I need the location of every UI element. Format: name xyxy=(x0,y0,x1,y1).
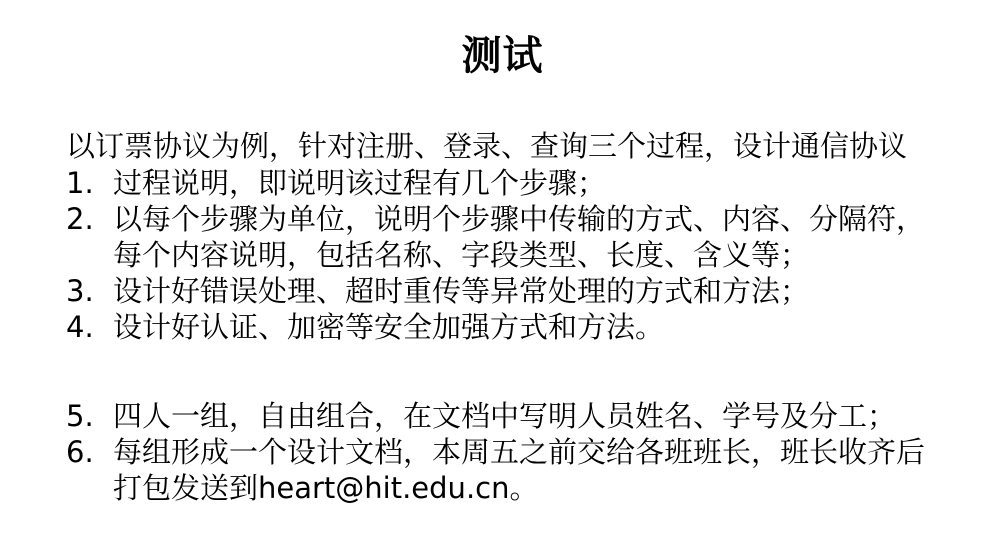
list-item-text xyxy=(113,165,606,201)
list-item xyxy=(66,434,925,506)
list-item-line: 过程说明，即说明该过程有几个步骤； xyxy=(113,166,607,200)
slide-title: 测试 xyxy=(461,33,544,79)
requirements-list xyxy=(66,165,925,506)
list-item-line: 每个内容说明，包括名称、字段类型、长度、含义等； xyxy=(113,238,810,272)
list-item xyxy=(66,201,925,273)
list-item-number: 1. xyxy=(66,166,94,200)
list-item-line: 每组形成一个设计文档，本周五之前交给各班班长，班长收齐后 xyxy=(113,435,926,469)
list-item-line: 设计好认证、加密等安全加强方式和方法。 xyxy=(113,310,665,344)
list-item-text xyxy=(113,398,896,434)
list-item-text xyxy=(113,309,664,345)
list-spacer xyxy=(66,345,925,398)
list-item-number: 3. xyxy=(66,274,94,308)
list-item xyxy=(66,309,925,345)
list-item-line: 打包发送到heart@hit.edu.cn。 xyxy=(113,471,539,505)
list-item-line: 设计好错误处理、超时重传等异常处理的方式和方法； xyxy=(113,274,810,308)
list-item-line: 四人一组，自由组合，在文档中写明人员姓名、学号及分工； xyxy=(113,399,897,433)
list-item-text xyxy=(113,273,809,309)
list-item-number: 5. xyxy=(66,399,94,433)
list-item-text xyxy=(113,434,925,506)
list-item-text xyxy=(113,201,925,273)
list-item-number: 4. xyxy=(66,310,94,344)
list-item xyxy=(66,398,925,434)
list-item xyxy=(66,165,925,201)
list-item-number: 6. xyxy=(66,435,94,469)
list-item xyxy=(66,273,925,309)
intro-text: 以订票协议为例，针对注册、登录、查询三个过程，设计通信协议 xyxy=(66,129,908,163)
list-item-line: 以每个步骤为单位，说明个步骤中传输的方式、内容、分隔符， xyxy=(113,202,926,236)
list-item-number: 2. xyxy=(66,202,94,236)
